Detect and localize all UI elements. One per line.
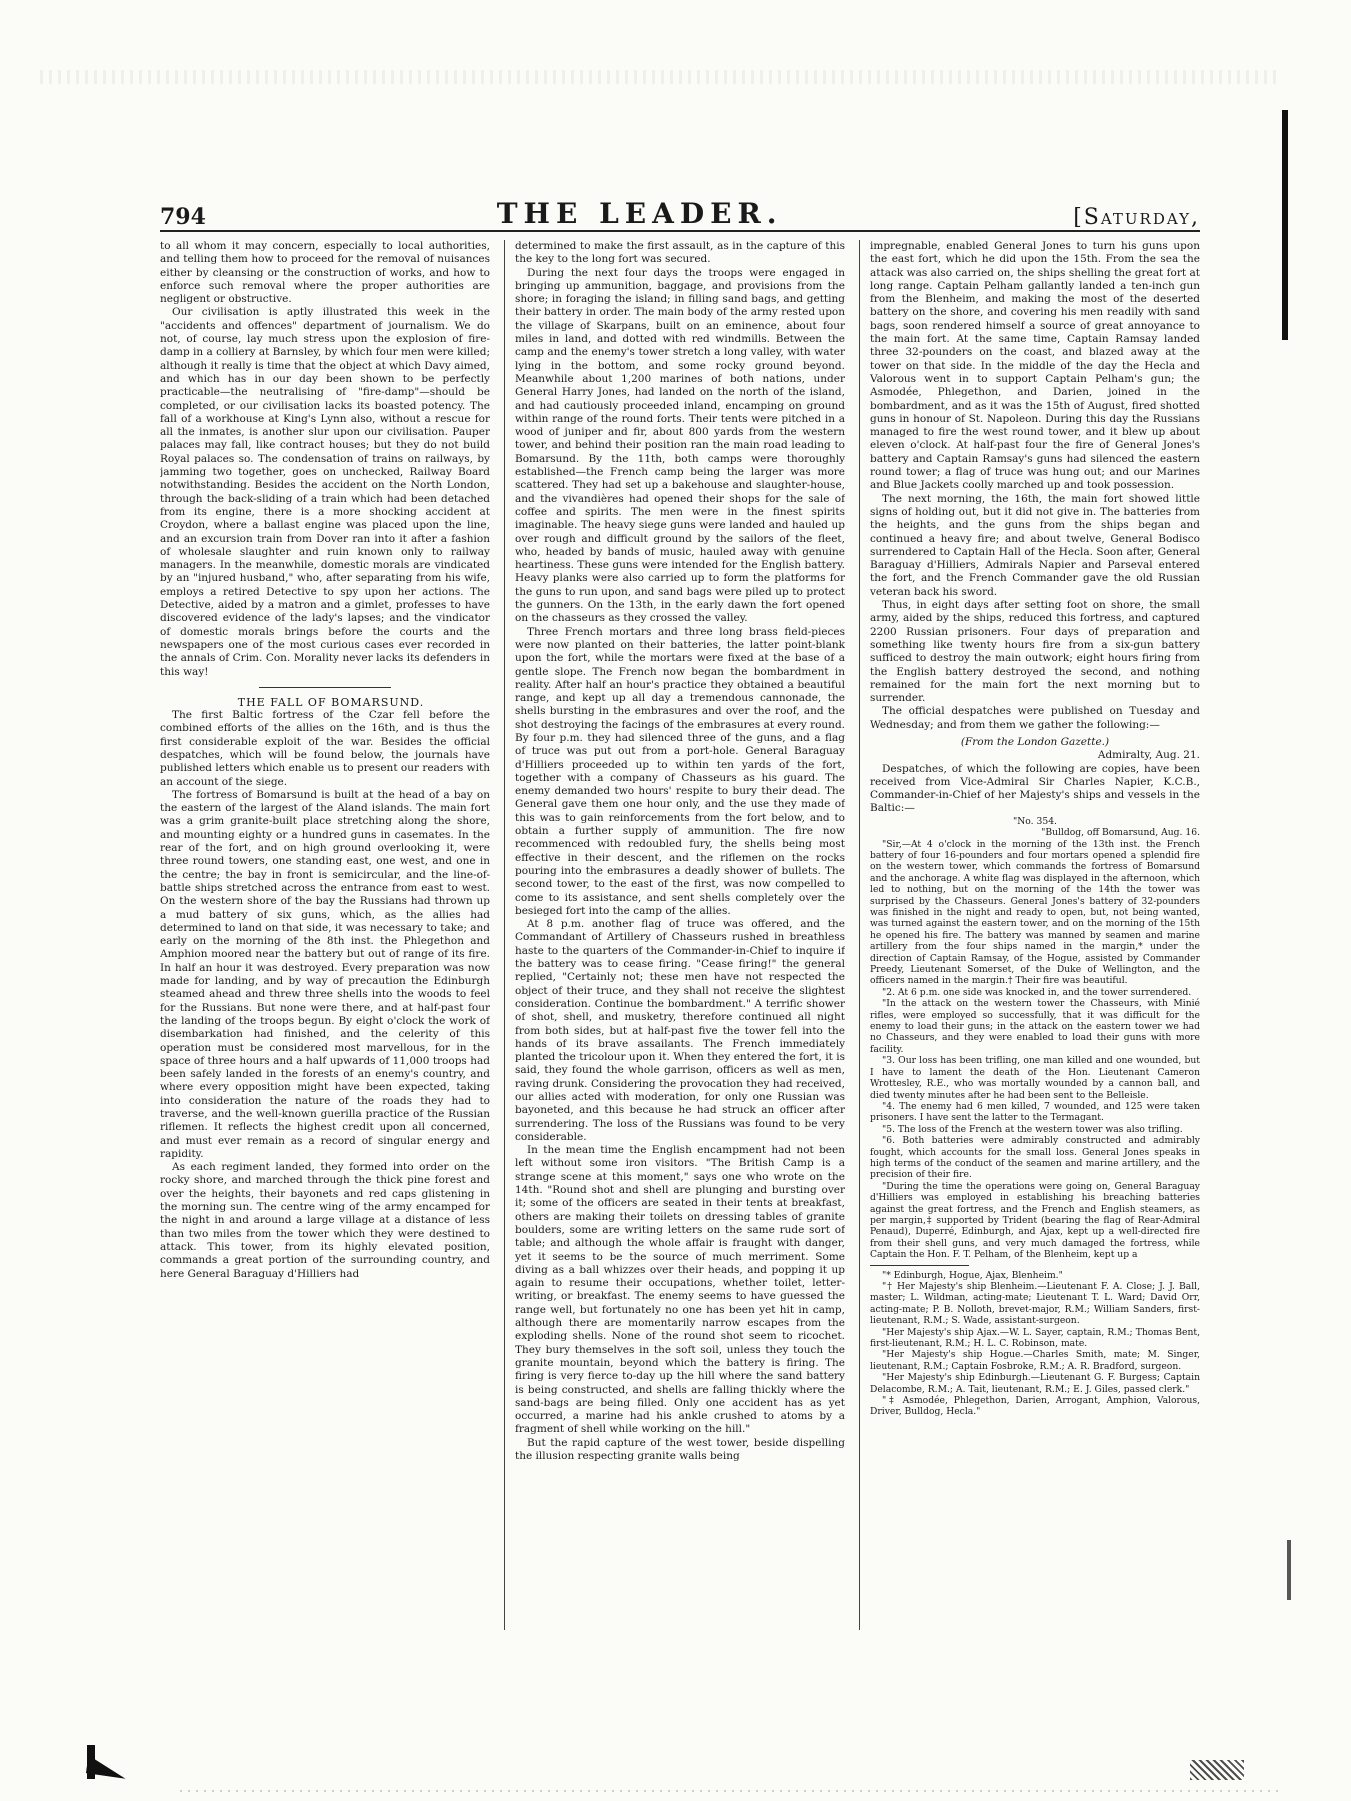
column-1 (160, 240, 490, 1630)
despatch-paragraph: "2. At 6 p.m. one side was knocked in, and the tower surrendered. (882, 986, 1192, 998)
margin-rule-mark (1282, 110, 1288, 340)
footnote: "* Edinburgh, Hogue, Ajax, Blenheim." (882, 1269, 1063, 1281)
despatch-paragraph: "6. Both batteries were admirably constructed and admirably fought, which accounts for the small loss. General Jones speaks in high terms of the conduct of the seamen and marine artillery, and the precision of their fire. (870, 1135, 1200, 1181)
paragraph: In the mean time the English encampment had not been left without some iron visitors. "The British Camp is a strange scene at this moment," says one who wrote on the 14th. "Round shot and shell are plunging and bursting over it; some of the officers are seated in their tents at breakfast, others are making their toilets on dressing tables of granite boulders, some are writing letters on the same rude sort of table; and although the whole affair is fraught with danger, yet it seems to be the source of much merriment. Some diving as a ball whizzes over their heads, and popping it up again to resume their occupations, whether toilet, letter-writing, or breakfast. The enemy seems to have guessed the range well, but fortunately no one has been yet hit in camp, although there are momentarily narrow escapes from the exploding shells. None of the round shot seem to ricochet. They bury themselves in the soft soil, unless they touch the granite mountain, beyond which the battery is firing. The firing is very fierce to-day up the hill where the sand battery is being constructed, and shells are falling thickly where the sand-bags are being filled. Only one accident has as yet occurred, a marine had his ankle crushed to atoms by a fragment of shell while working on the hill." (515, 1144, 845, 1436)
despatch-paragraph: "During the time the operations were going on, General Baraguay d'Hilliers was employed in establishing his breaching batteries against the great fortress, and the French and English steamers, as per margin,‡ supported by Trident (bearing the flag of Rear-Admiral Penaud), Duperré, Edinburgh, and Ajax, kept up a well-directed fire from their shell guns, and very much damaged the fortress, while Captain the Hon. F. T. Pelham, of the Blenheim, kept up a (870, 1180, 1200, 1261)
footnote-divider (870, 1265, 969, 1266)
article-heading: THE FALL OF BOMARSUND. (237, 695, 425, 709)
paragraph: The fortress of Bomarsund is built at the head of a bay on the eastern of the largest of the Aland islands. The main fort was a grim granite-built place stretching along the shore, and mounting eighty or a hundred guns in casemates. In the rear of the fort, and on high ground overlooking it, were three round towers, one standing east, one west, and one in the centre; the bay in front is semicircular, and the line-of-battle ships stretched across the entrance from east to west. On the western shore of the bay the Russians had thrown up a mud battery of six guns, which, as the allies had determined to land on that side, it was necessary to take; and early on the morning of the 8th inst. the Phlegethon and Amphion moored near the battery but out of range of its fire. In half an hour it was destroyed. Every preparation was now made for landing, and by way of precaution the Edinburgh steamed ahead and threw three shells into the woods to feel for the Russians. But none were there, and at half-past four the landing of the troops begun. By eight o'clock the work of disembarkation had finished, and the celerity of this operation must be considered most marvellous, for in the space of three hours and a half upwards of 11,000 troops had been safely landed in the forests of an enemy's country, and where every opposition might have been expected, taking into consideration the nature of the roads they had to traverse, and the well-known guerilla practice of the Russian riflemen. It reflects the highest credit upon all concerned, and must ever remain as a record of singular energy and rapidity. (160, 788, 490, 1160)
page-header (160, 186, 1200, 232)
despatch-paragraph: "3. Our loss has been trifling, one man killed and one wounded, but I have to lament the death of the Hon. Lieutenant Cameron Wrottesley, R.E., who was mortally wounded by a cannon ball, and died twenty minutes after he had been sent to the Belleisle. (870, 1055, 1200, 1101)
masthead-title: THE LEADER. (496, 197, 783, 230)
column-3 (859, 240, 1200, 1630)
paragraph: Three French mortars and three long brass field-pieces were now planted on their batteries, the latter point-blank upon the fort, while the mortars were fixed at the base of a gentle slope. The French now began the bombardment in reality. After half an hour's practice they obtained a beautiful range, and kept up all day a tremendous cannonade, the shells bursting in the embrasures and over the roof, and the shot destroying the facings of the embrasures at every round. By four p.m. they had silenced three of the guns, and a flag of truce was put out from a port-hole. General Baraguay d'Hilliers proceeded up to within ten yards of the fort, together with a company of Chasseurs as his guard. The enemy demanded two hours' respite to bury their dead. The General gave them one hour only, and the use they made of this was to gain reinforcements from the fort below, and to obtain a further supply of ammunition. The fire now recommenced with redoubled fury, the shells being most effective in their descent, and the riflemen on the rocks pouring into the embrasures a deadly shower of bullets. The second tower, to the east of the first, was now compelled to come to its assistance, and sent shells completely over the besieged fort into the camp of the allies. (515, 625, 845, 917)
gazette-source: (From the London Gazette.) (960, 735, 1110, 748)
scan-corner-mark (1190, 1760, 1244, 1780)
paragraph: Despatches, of which the following are copies, have been received from Vice-Admiral Sir Charles Napier, K.C.B., Commander-in-Chief of her Majesty's ships and vessels in the Baltic:— (870, 762, 1200, 815)
dateline: Admiralty, Aug. 21. (1097, 749, 1200, 762)
column-2 (504, 240, 845, 1630)
paragraph: to all whom it may concern, especially to local authorities, and telling them how to proceed for the removal of nuisances either by cleansing or the construction of works, and how to enforce such removal where the proper authorities are negligent or obstructive. (160, 240, 490, 306)
despatch-paragraph: "5. The loss of the French at the western tower was also trifling. (882, 1123, 1183, 1135)
paragraph: The next morning, the 16th, the main fort showed little signs of holding out, but it did not give in. The batteries from the heights, and the guns from the ships began and continued a heavy fire; and about twelve, General Bodisco surrendered to Captain Hall of the Hecla. Soon after, General Baraguay d'Hilliers, Admirals Napier and Parseval entered the fort, and the French Commander gave the old Russian veteran back his sword. (870, 492, 1200, 598)
footnote: "Her Majesty's ship Ajax.—W. L. Sayer, captain, R.M.; Thomas Bent, first-lieutenant, R.M.; H. L. C. Robinson, mate. (870, 1326, 1200, 1350)
page-number: 794 (160, 204, 206, 230)
despatch-number: "No. 354. (1013, 815, 1057, 827)
footnote: "‡ Asmodée, Phlegethon, Darien, Arrogant, Amphion, Valorous, Driver, Bulldog, Hecla." (870, 1395, 1200, 1418)
paragraph: The official despatches were published on Tuesday and Wednesday; and from them we gather the following:— (870, 705, 1200, 731)
issue-day: [Saturday, (1073, 205, 1200, 230)
paragraph: During the next four days the troops were engaged in bringing up ammunition, baggage, and provisions from the shore; in foraging the island; in filling sand bags, and getting their battery in order. The main body of the army rested upon the village of Skarpans, built on an eminence, about four miles in land, and dotted with red windmills. Between the camp and the enemy's tower stretch a long valley, with water lying in the bottom, and some rocky ground beyond. Meanwhile about 1,200 marines of both nations, under General Harry Jones, had landed on the north of the island, and had cautiously proceeded inland, encamping on ground within range of the round forts. Their tents were pitched in a wood of juniper and fir, about 800 yards from the western tower, and behind their position ran the main road leading to Bomarsund. By the 11th, both camps were thoroughly established—the French camp being the larger was more scattered. They had set up a bakehouse and slaughter-house, and the vivandières had opened their shops for the sale of coffee and spirits. The men were in the finest spirits imaginable. The heavy siege guns were landed and hauled up over rough and difficult ground by the sailors of the fleet, who, headed by bands of music, hauled away with genuine heartiness. These guns were intended for the English battery. Heavy planks were also carried up to form the platforms for the guns to run upon, and sand bags were piled up to protect the gunners. On the 13th, in the early dawn the fort opened on the chasseurs as they crossed the valley. (515, 266, 845, 625)
margin-rule-mark-lower (1287, 1540, 1291, 1600)
paragraph: But the rapid capture of the west tower, beside dispelling the illusion respecting granite walls being (515, 1436, 845, 1463)
despatch-paragraph: "In the attack on the western tower the Chasseurs, with Minié rifles, were employed so successfully, that it was difficult for the enemy to load their guns; in the attack on the eastern tower we had no Chasseurs, and they were enabled to load their guns with more facility. (870, 998, 1200, 1055)
section-divider (259, 687, 391, 688)
footnote: "Her Majesty's ship Hogue.—Charles Smith, mate; M. Singer, lieutenant, R.M.; Captain Fosbroke, R.M.; A. R. Bradford, surgeon. (870, 1349, 1200, 1372)
article-columns (160, 240, 1200, 1630)
despatch-paragraph: "4. The enemy had 6 men killed, 7 wounded, and 125 were taken prisoners. I have sent the latter to the Termagant. (870, 1100, 1200, 1124)
paragraph: As each regiment landed, they formed into order on the rocky shore, and marched through the thick pine forest and over the heights, their bayonets and red caps glistening in the morning sun. The centre wing of the army encamped for the night in and around a large village at a distance of less than two miles from the tower which they were destined to attack. This tower, from its highly elevated position, commands a great portion of the surrounding country, and here General Baraguay d'Hilliers had (160, 1161, 490, 1280)
footnote: "Her Majesty's ship Edinburgh.—Lieutenant G. F. Burgess; Captain Delacombe, R.M.; A. Tait, lieutenant, R.M.; E. J. Giles, passed clerk." (870, 1372, 1200, 1395)
paragraph: impregnable, enabled General Jones to turn his guns upon the east fort, which he did upon the 15th. From the sea the attack was also carried on, the ships shelling the great fort at long range. Captain Pelham gallantly landed a ten-inch gun from the Blenheim, and making the most of the deserted battery on the shore, and covering his men readily with sand bags, soon rendered himself a source of great annoyance to the main fort. At the same time, Captain Ramsay landed three 32-pounders on the coast, and blazed away at the tower on that side. In the middle of the day the Hecla and Valorous went in to support Captain Pelham's gun; the Asmodée, Phlegethon, and Darien, joined in the bombardment, and as it was the 15th of August, fired shotted guns in honour of St. Napoleon. During this day the Russians managed to fire the west round tower, and it blew up about eleven o'clock. At half-past four the fire of General Jones's battery and Captain Ramsay's guns had silenced the eastern round tower; a flag of truce was hung out; and our Marines and Blue Jackets coolly marched up and took possession. (870, 240, 1200, 492)
paragraph: At 8 p.m. another flag of truce was offered, and the Commandant of Artillery of Chasseurs rushed in breathless haste to the quarters of the Commander-in-Chief to inquire if the battery was to cease firing. "Cease firing!" the general replied, "Certainly not; these men have not respected the object of their truce, and they shall not receive the slightest consideration. Continue the bombardment." A terrific shower of shot, shell, and musketry, therefore continued all night from both sides, but at half-past five the tower fell into the hands of its brave assailants. The French immediately planted the tricolour upon it. When they entered the fort, it is said, they found the whole garrison, officers as well as men, raving drunk. Considering the provocation they had received, our allies acted with moderation, for only one Russian was bayoneted, and this because he had struck an officer after surrendering. The loss of the Russians was found to be very considerable. (515, 918, 845, 1143)
despatch-dateline: "Bulldog, off Bomarsund, Aug. 16. (1041, 827, 1200, 839)
paragraph: The first Baltic fortress of the Czar fell before the combined efforts of the allies on the 16th, and is thus the first considerable exploit of the war. Besides the official despatches, which will be found below, the journals have published letters which enable us to present our readers with an account of the siege. (160, 709, 490, 788)
footnote: "† Her Majesty's ship Blenheim.—Lieutenant F. A. Close; J. J. Ball, master; L. Wildman, acting-mate; Lieutenant T. L. Ward; David Orr, acting-mate; P. B. Nolloth, brevet-major, R.M.; William Sanders, first-lieutenant, R.M.; S. Wade, assistant-surgeon. (870, 1281, 1200, 1327)
paragraph: Our civilisation is aptly illustrated this week in the "accidents and offences" department of journalism. We do not, of course, lay much stress upon the explosion of fire-damp in a colliery at Barnsley, by which four men were killed; although it really is time that the object at which Davy aimed, and which has in our day been shown to be perfectly practicable—the neutralising of "fire-damp"—should be completed, or our civilisation lacks its boasted potency. The fall of a workhouse at King's Lynn also, without a rescue for all the inmates, is another slur upon our civilisation. Pauper palaces may fall, like contract houses; but they do not build Royal palaces so. The condensation of trains on railways, by jamming two together, goes on unchecked, Railway Board notwithstanding. Besides the accident on the North London, through the back-sliding of a train which had been detached from its engine, there is a more shocking accident at Croydon, where a ballast engine was placed upon the line, and an excursion train from Dover ran into it after a fashion of wholesale slaughter and ruin known only to railway managers. In the meanwhile, domestic morals are vindicated by an "injured husband," who, after separating from his wife, employs a retired Detective to spy upon her actions. The Detective, aided by a matron and a gimlet, professes to have discovered evidence of the lady's lapses; and the vindicator of domestic morals brings before the courts and the newspapers one of the most curious cases ever recorded in the annals of Crim. Con. Morality never lacks its defenders in this way! (160, 306, 490, 678)
scan-noise-bottom (180, 1790, 1280, 1792)
paragraph: determined to make the first assault, as in the capture of this the key to the long fort was secured. (515, 240, 845, 266)
scan-noise-strip (40, 70, 1280, 84)
paragraph: Thus, in eight days after setting foot on shore, the small army, aided by the ships, reduced this fortress, and captured 2200 Russian prisoners. Four days of preparation and something like twenty hours fire from a six-gun battery sufficed to destroy the main outwork; eight hours firing from the English battery destroyed the second, and nothing remained for the main fort the next morning but to surrender. (870, 599, 1200, 705)
despatch-paragraph: "Sir,—At 4 o'clock in the morning of the 13th inst. the French battery of four 16-pounders and four mortars opened a splendid fire on the western tower, which commands the fortress of Bomarsund and the anchorage. A white flag was displayed in the afternoon, which led to nothing, but on the morning of the 14th the tower was surprised by the Chasseurs. General Jones's battery of 32-pounders was finished in the night and ready to open, but, not being wanted, was turned against the eastern tower, and on the morning of the 15th he opened his fire. The battery was manned by seamen and marine artillery from the four ships named in the margin,* under the direction of Captain Ramsay, of the Hogue, assisted by Commander Preedy, Lieutenant Somerset, of the Duke of Wellington, and the officers named in the margin.† Their fire was beautiful. (870, 838, 1200, 987)
